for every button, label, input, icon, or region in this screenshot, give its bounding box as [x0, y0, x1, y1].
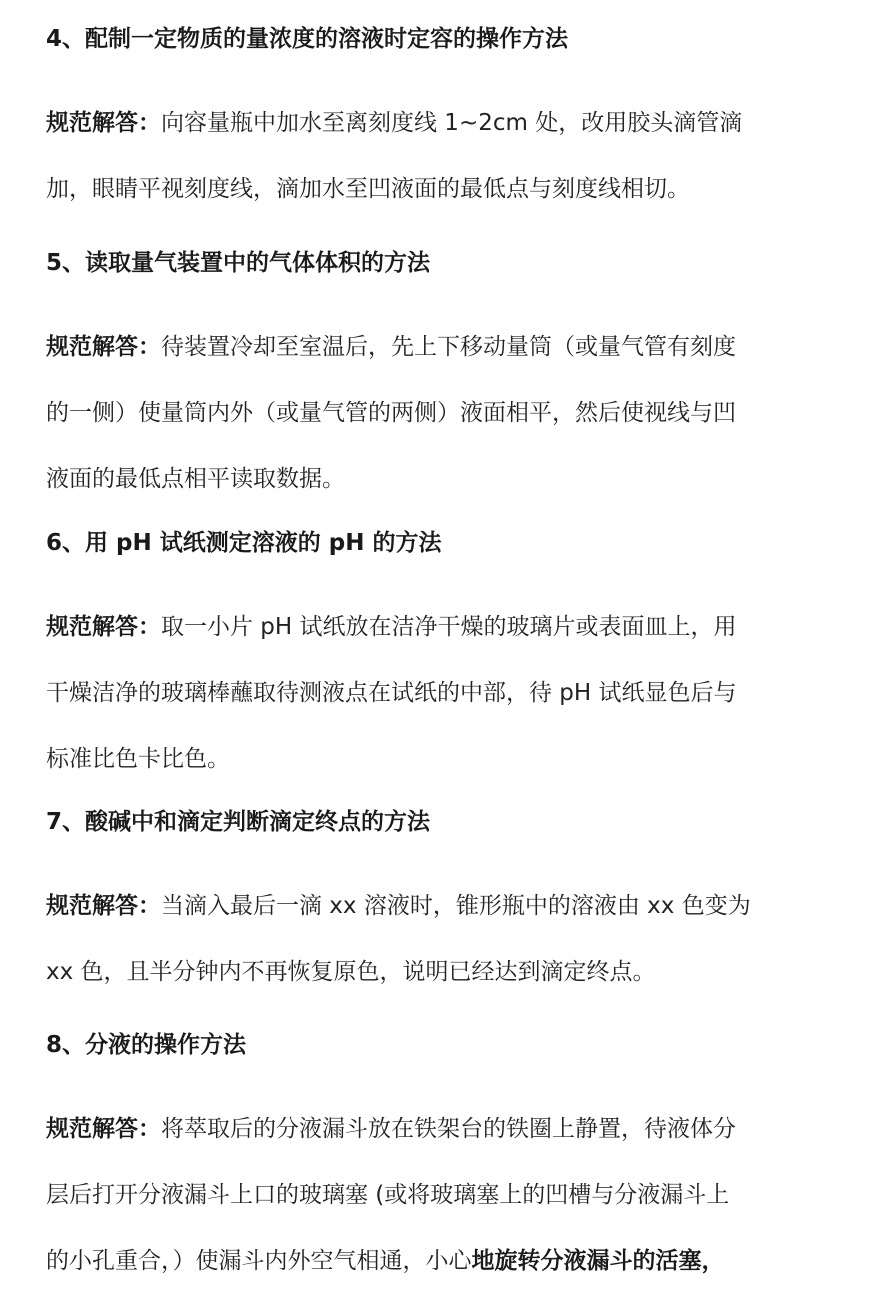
answer-label: 规范解答：: [46, 1116, 161, 1142]
section-8-line-1: [46, 1096, 816, 1162]
section-4-answer: [46, 90, 816, 222]
section-7-heading: 7、酸碱中和滴定判断滴定终点的方法: [46, 809, 431, 835]
section-8-heading: 8、分液的操作方法: [46, 1032, 247, 1058]
answer-label: 规范解答：: [46, 893, 161, 919]
section-4-line-2: 加，眼睛平视刻度线，滴加水至凹液面的最低点与刻度线相切。: [46, 176, 690, 202]
section-6-line-3: 标准比色卡比色。: [46, 746, 230, 772]
section-6-heading: 6、用 pH 试纸测定溶液的 pH 的方法: [46, 530, 442, 556]
emphasized-text: 地旋转分液漏斗的活塞，: [471, 1248, 725, 1274]
section-7-line-2: xx 色，且半分钟内不再恢复原色，说明已经达到滴定终点。: [46, 959, 656, 985]
section-7-answer: [46, 873, 816, 1005]
section-6-line-1: [46, 594, 816, 660]
answer-label: 规范解答：: [46, 334, 161, 360]
answer-text: 的小孔重合，）使漏斗内外空气相通，小心: [46, 1248, 472, 1274]
answer-text: 将萃取后的分液漏斗放在铁架台的铁圈上静置，待液体分: [161, 1116, 736, 1142]
answer-text: 向容量瓶中加水至离刻度线 1~2cm 处，改用胶头滴管滴: [161, 110, 743, 136]
section-5-line-1: [46, 314, 816, 380]
answer-label: 规范解答：: [46, 110, 161, 136]
section-5-line-2: 的一侧）使量筒内外（或量气管的两侧）液面相平，然后使视线与凹: [46, 400, 736, 426]
section-4-heading: 4、配制一定物质的量浓度的溶液时定容的操作方法: [46, 26, 569, 52]
answer-text: 待装置冷却至室温后，先上下移动量筒（或量气管有刻度: [161, 334, 736, 360]
section-7-line-1: [46, 873, 816, 939]
section-8-answer: [46, 1096, 816, 1294]
section-5-line-3: 液面的最低点相平读取数据。: [46, 466, 345, 492]
answer-label: 规范解答：: [46, 614, 161, 640]
section-5-heading: 5、读取量气装置中的气体体积的方法: [46, 250, 431, 276]
answer-text: 取一小片 pH 试纸放在洁净干燥的玻璃片或表面皿上，用: [161, 614, 737, 640]
answer-text: 当滴入最后一滴 xx 溶液时，锥形瓶中的溶液由 xx 色变为: [161, 893, 751, 919]
section-8-line-3: [46, 1228, 816, 1294]
section-4-line-1: [46, 90, 816, 156]
section-5-answer: [46, 314, 816, 512]
section-8-line-2: 层后打开分液漏斗上口的玻璃塞 (或将玻璃塞上的凹槽与分液漏斗上: [46, 1182, 730, 1208]
section-6-line-2: 干燥洁净的玻璃棒蘸取待测液点在试纸的中部，待 pH 试纸显色后与: [46, 680, 737, 706]
section-6-answer: [46, 594, 816, 792]
